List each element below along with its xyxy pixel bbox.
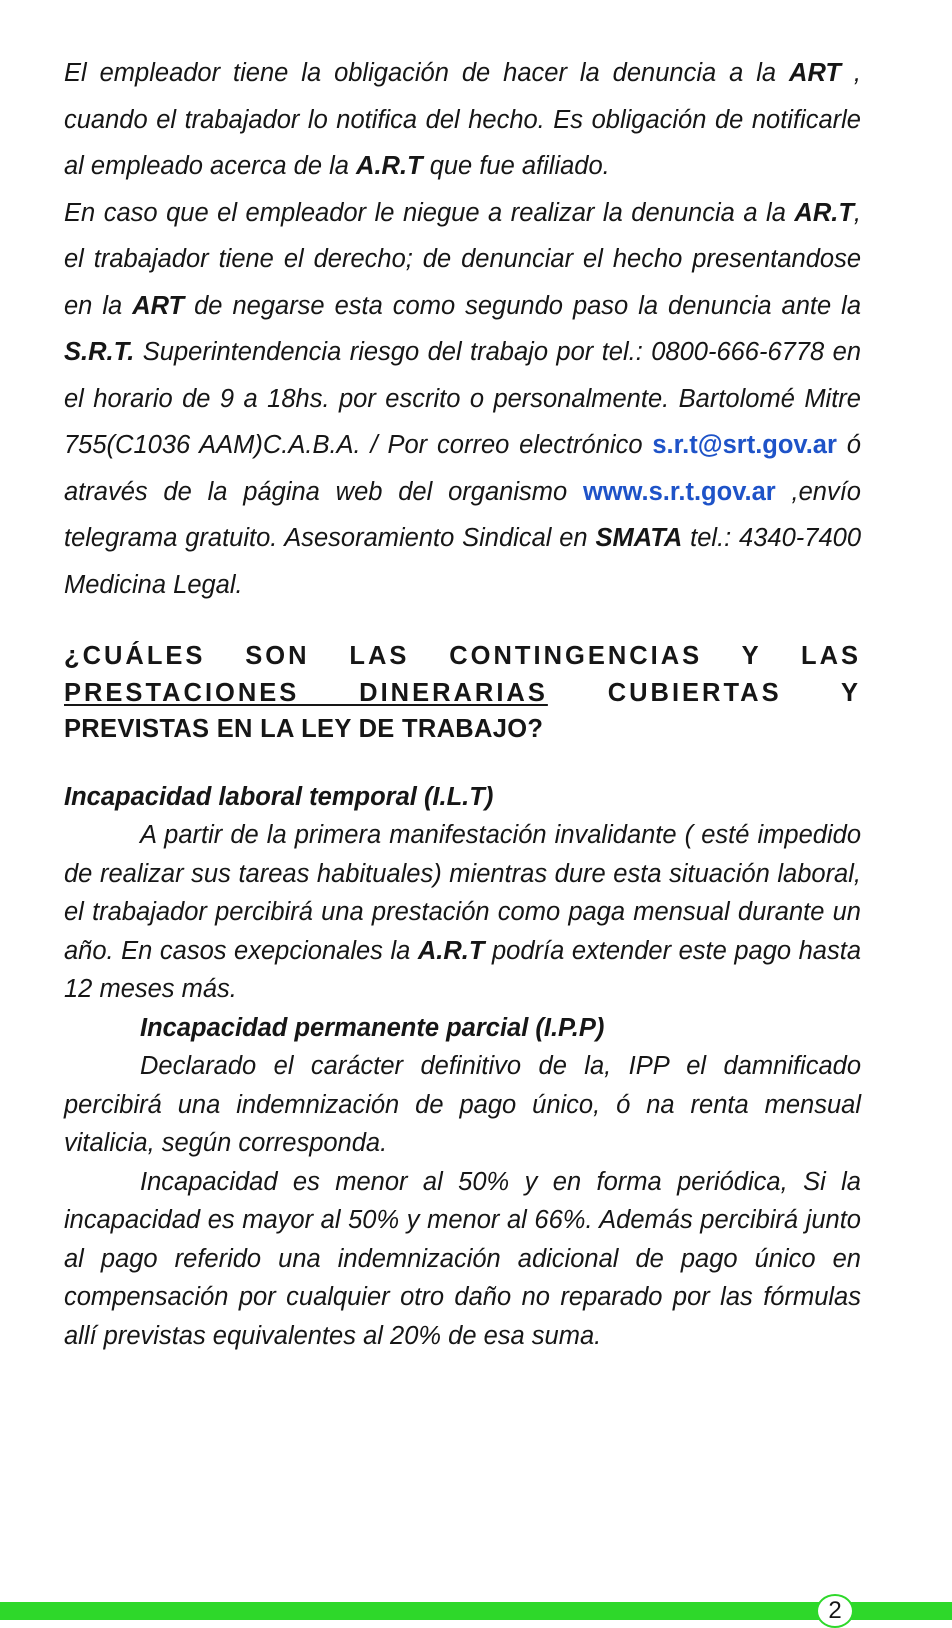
footer-bar	[0, 1602, 952, 1620]
page-number: 2	[816, 1594, 854, 1628]
text-span: ó através de la página web del organismo	[64, 431, 861, 506]
intro-paragraph-1	[64, 50, 861, 190]
ipp-paragraph-2: Incapacidad es menor al 50% y en forma periódica, Si la incapacidad es mayor al 50% y menor al 66%. Además percibirá junto al pago referido una indemnización adicional de pago único en compensación por cualquier otro daño no reparado por las fórmulas allí previstas equivalentes al 20% de esa suma.	[64, 1167, 861, 1350]
smata-term: SMATA	[595, 524, 683, 552]
website-link[interactable]: www.s.r.t.gov.ar	[582, 477, 776, 506]
art-term: A.R.T	[417, 936, 485, 965]
ilt-paragraph	[64, 816, 861, 1009]
heading-line-3: PREVISTAS EN LA LEY DE TRABAJO?	[64, 715, 544, 743]
heading-underlined: PRESTACIONES DINERARIAS	[64, 678, 548, 707]
text-span: que fue afiliado.	[422, 152, 610, 180]
section-heading	[64, 638, 861, 748]
text-span: podría extender este pago hasta 12 meses más.	[64, 936, 861, 1003]
art-term: AR.T	[794, 198, 854, 227]
intro-paragraph-2	[64, 190, 861, 609]
email-link[interactable]: s.r.t@srt.gov.ar	[652, 431, 837, 459]
text-span: , el trabajador tiene el derecho; de denunciar el hecho presentandose en la	[64, 198, 861, 320]
heading-line-1: ¿CUÁLES SON LAS CONTINGENCIAS Y LAS	[64, 642, 861, 670]
text-span: , cuando el trabajador lo notifica del hecho. Es obligación de notificarle al empleado acerca de la	[64, 59, 862, 180]
text-span: tel.: 4340-7400 Medicina Legal.	[64, 524, 861, 599]
text-span: En caso que el empleador le niegue a realizar la denuncia a la	[64, 198, 795, 227]
srt-term: S.R.T.	[64, 338, 135, 366]
text-span: Superintendencia riesgo del trabajo por tel.: 0800-666-6778 en el horario de 9 a 18hs. por escrito o personalmente. Bartolomé Mitre 755(C1036 AAM)C.A.B.A. / Por correo electrónico	[64, 338, 861, 459]
ipp-title: Incapacidad permanente parcial (I.P.P)	[140, 1013, 605, 1042]
ilt-title: Incapacidad laboral temporal (I.L.T)	[64, 782, 494, 811]
text-span: El empleador tiene la obligación de hacer la denuncia a la	[64, 59, 790, 87]
art-term: ART	[132, 291, 185, 320]
text-span: ,envío telegrama gratuito. Asesoramiento Sindical en	[64, 477, 861, 552]
text-span: de negarse esta como segundo paso la denuncia ante la	[184, 291, 861, 320]
document-page	[64, 50, 861, 1355]
heading-text: CUBIERTAS Y	[547, 678, 861, 707]
art-term: A.R.T	[356, 152, 423, 180]
heading-line-2	[64, 675, 861, 712]
art-term: ART	[789, 59, 841, 87]
ipp-paragraph-1: Declarado el carácter definitivo de la, IPP el damnificado percibirá una indemnización de pago único, ó na renta mensual vitalicia, según corresponda.	[64, 1052, 861, 1157]
text-span: A partir de la primera manifestación invalidante ( esté impedido de realizar sus tareas habituales) mientras dure esta situación laboral, el trabajador percibirá una prestación como paga mensual durante un año. En casos exepcionales la	[64, 821, 861, 965]
